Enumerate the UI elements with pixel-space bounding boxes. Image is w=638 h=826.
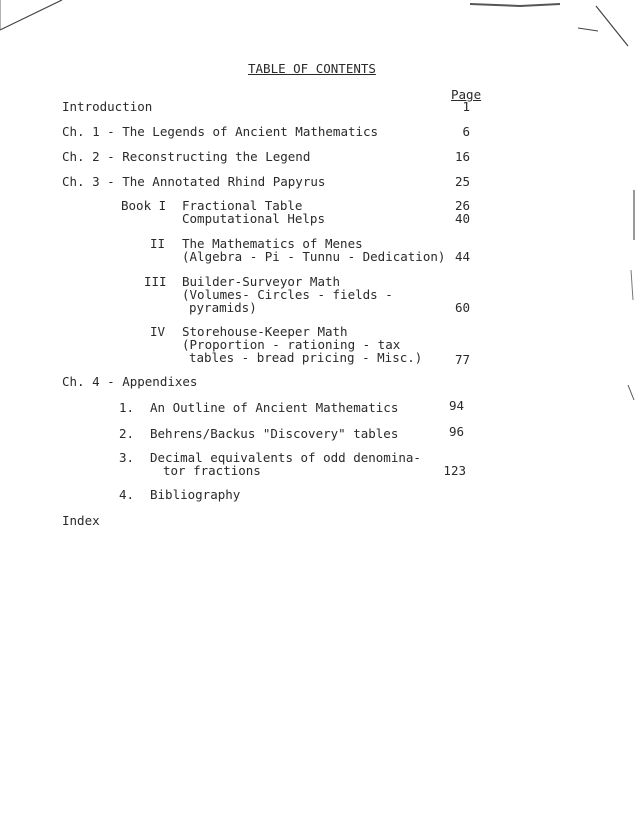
toc-introduction: Introduction: [62, 99, 153, 114]
toc-ch2: Ch. 2 - Reconstructing the Legend: [62, 149, 311, 164]
appendix1-label: An Outline of Ancient Mathematics: [150, 400, 399, 415]
right-edge-mark-2: [631, 270, 633, 300]
book3-line2: (Volumes- Circles - fields -: [182, 287, 393, 302]
book2-numeral: II: [150, 236, 166, 251]
book4-line1: Storehouse-Keeper Math: [182, 324, 348, 339]
book3-line1: Builder-Surveyor Math: [182, 274, 341, 289]
toc-ch3: Ch. 3 - The Annotated Rhind Papyrus: [62, 174, 326, 189]
right-edge-mark-3: [628, 385, 634, 400]
book1-line2: Computational Helps: [182, 211, 325, 226]
top-edge-smudge: [470, 4, 560, 6]
toc-ch1-page: 6: [462, 124, 470, 139]
appendix3-number: 3.: [119, 450, 135, 465]
toc-ch2-page: 16: [454, 149, 470, 164]
toc-index: Index: [62, 513, 100, 528]
toc-ch1: Ch. 1 - The Legends of Ancient Mathematics: [62, 124, 379, 139]
book1-page2: 40: [454, 211, 470, 226]
book3-line3: pyramids): [189, 300, 257, 315]
appendix1-number: 1.: [119, 400, 135, 415]
scan-dash: [578, 28, 598, 31]
toc-introduction-page: 1: [462, 99, 470, 114]
appendix3-line1: Decimal equivalents of odd denomina-: [150, 450, 421, 465]
appendix2-number: 2.: [119, 426, 135, 441]
toc-ch4: Ch. 4 - Appendixes: [62, 374, 198, 389]
book4-line2: (Proportion - rationing - tax: [182, 337, 401, 352]
appendix4-label: Bibliography: [150, 487, 241, 502]
appendix4-number: 4.: [119, 487, 135, 502]
book4-line3: tables - bread pricing - Misc.): [189, 350, 423, 365]
book4-numeral: IV: [150, 324, 166, 339]
book1-numeral: Book I: [121, 198, 167, 213]
appendix3-line2: tor fractions: [163, 463, 261, 478]
page-column-header: Page: [451, 87, 482, 102]
appendix2-page: 96: [448, 424, 464, 439]
book1-line1: Fractional Table: [182, 198, 303, 213]
corner-fold-line-right: [596, 6, 628, 46]
book3-page: 60: [454, 300, 470, 315]
page-title: TABLE OF CONTENTS: [248, 61, 376, 76]
book3-numeral: III: [144, 274, 167, 289]
book2-line1: The Mathematics of Menes: [182, 236, 363, 251]
appendix2-label: Behrens/Backus "Discovery" tables: [150, 426, 399, 441]
book1-page1: 26: [454, 198, 470, 213]
appendix3-page: 123: [443, 463, 466, 478]
book4-page: 77: [454, 352, 470, 367]
book2-page: 44: [454, 249, 470, 264]
book2-line2: (Algebra - Pi - Tunnu - Dedication): [182, 249, 446, 264]
toc-ch3-page: 25: [454, 174, 470, 189]
appendix1-page: 94: [448, 398, 464, 413]
corner-fold-line: [0, 0, 62, 30]
